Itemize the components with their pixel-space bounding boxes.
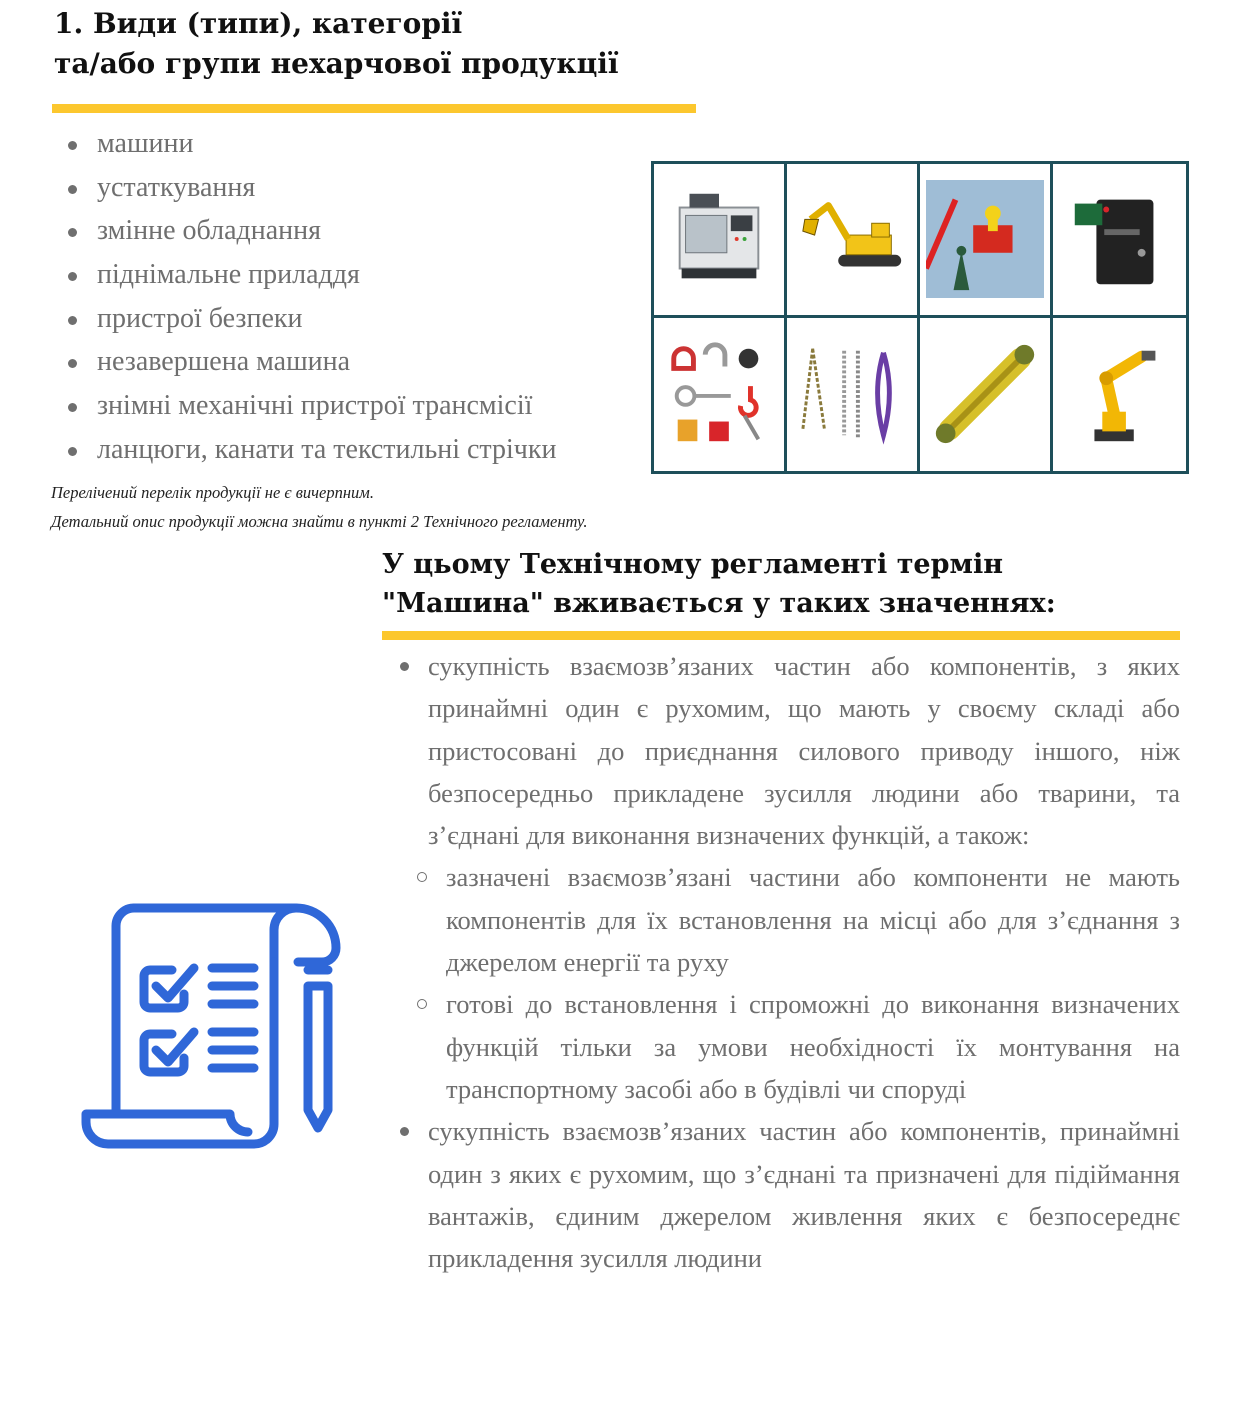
definition-sublist (400, 856, 1180, 1110)
list-item: незавершена машина (66, 342, 556, 386)
product-image-grid (651, 161, 1189, 474)
section-title-line-2: та/або групи нехарчової продукції (54, 47, 619, 80)
list-item: пристрої безпеки (66, 299, 556, 343)
bullet-icon (400, 1127, 409, 1136)
circle-bullet-icon (417, 872, 427, 882)
category-list (66, 124, 556, 474)
safety-switch-image (1053, 164, 1186, 318)
aerial-lift-image (920, 164, 1053, 318)
title-underline (52, 104, 696, 113)
section-title (54, 4, 714, 84)
list-item: знімні механічні пристрої трансмісії (66, 386, 556, 430)
note-not-exhaustive: Перелічений перелік продукції не є вичерпним. (51, 483, 374, 502)
circle-bullet-icon (417, 999, 427, 1009)
definition-subitem-2: готові до встановлення і спроможні до виконання визначених функцій тільки за умови необхідності їх монтування на транспортному засобі або в будівлі чи споруді (446, 983, 1180, 1110)
chains-slings-image (787, 318, 920, 472)
section-title-line-1: 1. Види (типи), категорії (54, 7, 463, 40)
note-details-reference: Детальний опис продукції можна знайти в пункті 2 Технічного регламенту. (51, 512, 588, 531)
list-item: змінне обладнання (66, 211, 556, 255)
list-item: піднімальне приладдя (66, 255, 556, 299)
definition-item-1: сукупність взаємозв’язаних частин або компонентів, з яких принаймні один є рухомим, що мають у своєму складі або пристосовані до приєднання силового приводу іншого, ніж безпосередньо прикладене зусилля людини або тварини, та з’єднані для виконання визначених функцій, а також: (400, 645, 1180, 856)
definition-subitem-1: зазначені взаємозв’язані частини або компоненти не мають компонентів для їх встановлення на місці або для з’єднання з джерелом енергії та руху (446, 856, 1180, 983)
excavator-image (787, 164, 920, 318)
definition-title-line-1: У цьому Технічному регламенті термін (382, 549, 1003, 580)
cnc-machine-image (654, 164, 787, 318)
checklist-scroll-icon (78, 902, 348, 1152)
bullet-icon (400, 662, 409, 671)
list-item: машини (66, 124, 556, 168)
pto-shaft-image (920, 318, 1053, 472)
list-item: устаткування (66, 168, 556, 212)
definition-title-underline (382, 631, 1180, 640)
lifting-accessories-image (654, 318, 787, 472)
list-item: ланцюги, канати та текстильні стрічки (66, 430, 556, 474)
definition-title-line-2: "Машина" вживається у таких значеннях: (382, 588, 1056, 619)
definition-item-2: сукупність взаємозв’язаних частин або компонентів, принаймні один з яких є рухомим, що з’єднані та призначені для підіймання вантажів, єдиним джерелом живлення яких є безпосереднє прикладення зусилля людини (400, 1110, 1180, 1279)
definition-list (400, 645, 1180, 1279)
definition-title (382, 545, 1182, 623)
industrial-robot-image (1053, 318, 1186, 472)
